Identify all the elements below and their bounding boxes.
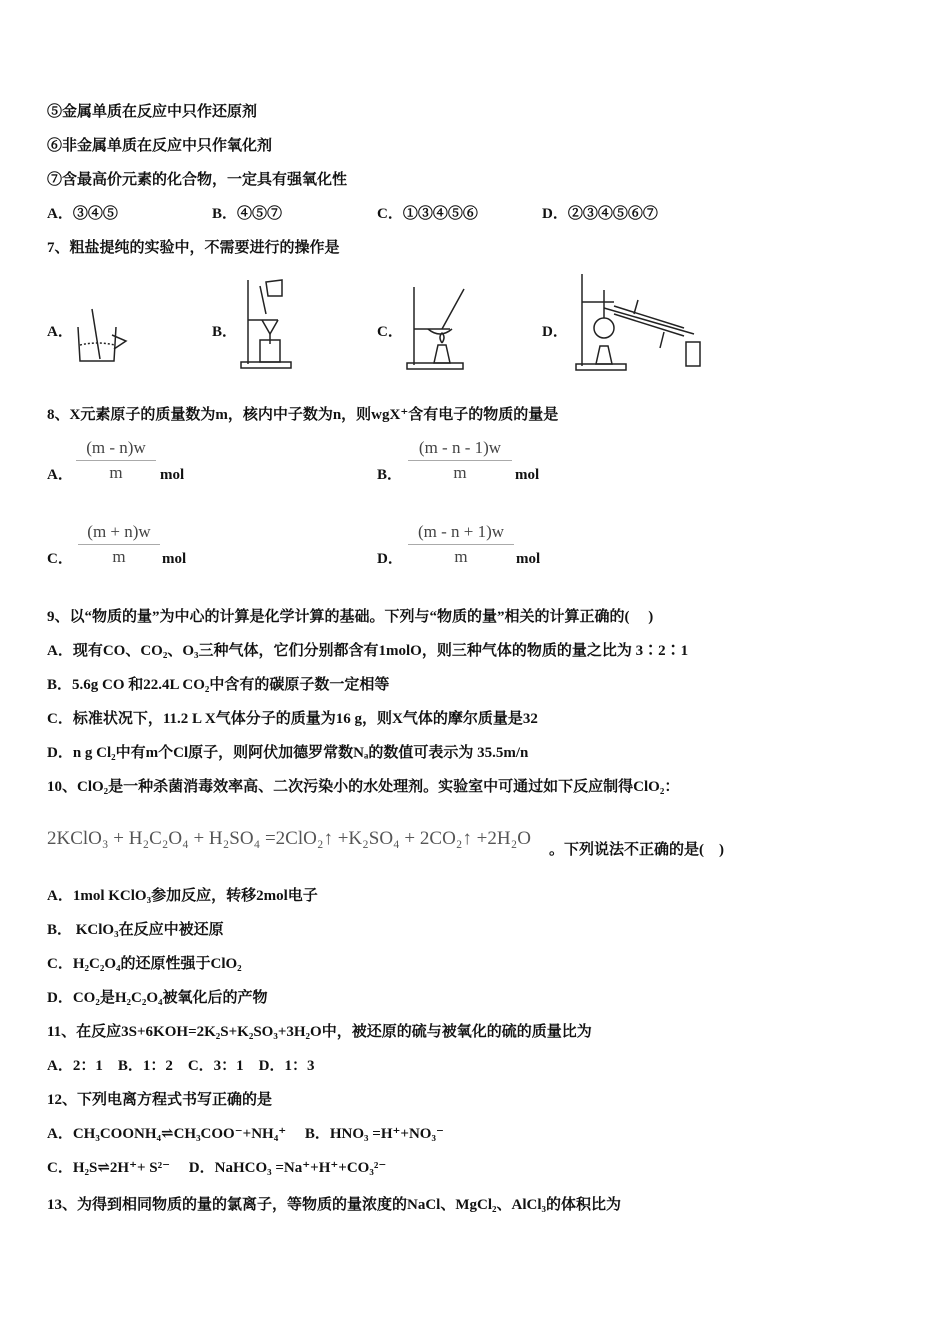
q11-options: A．2：1 B．1：2 C．3：1 D．1：3 <box>47 1058 315 1074</box>
denominator: m <box>454 547 468 566</box>
distillation-apparatus-image <box>574 272 706 372</box>
q9-option-d: D．n g Cl₂中有m个Cl原子，则阿伏加德罗常数Nₐ的数值可表示为 35.5m/n <box>47 745 529 761</box>
q7-option-c: C． <box>377 324 403 340</box>
q8-option-d-fraction <box>408 522 514 567</box>
q12-options-line1: A．CH₃COONH₄⇌CH₃COO⁻+NH₄⁺ B．HNO₃ =H⁺+NO₃⁻ <box>47 1126 444 1142</box>
q10-equation: 2KClO₃ + H₂C₂O₄ + H₂SO₄ =2ClO₂↑ +K₂SO₄ + 2CO₂↑ +2H₂O <box>47 828 531 849</box>
q8-option-c-unit: mol <box>162 551 187 567</box>
q9-option-a: A．现有CO、CO₂、O₃三种气体，它们分别都含有1molO，则三种气体的物质的量之比为 3∶2∶1 <box>47 643 689 659</box>
q12-options-line2: C．H₂S⇌2H⁺+ S²⁻ D．NaHCO₃ =Na⁺+H⁺+CO₃²⁻ <box>47 1160 387 1176</box>
q6-item-6: ⑥非金属单质在反应中只作氧化剂 <box>47 138 273 154</box>
q6-option-c: C．①③④⑤⑥ <box>377 206 478 222</box>
q6-option-a: A．③④⑤ <box>47 206 118 222</box>
q8-option-b-unit: mol <box>515 467 540 483</box>
q8-option-d-unit: mol <box>516 551 541 567</box>
q6-option-b: B．④⑤⑦ <box>212 206 283 222</box>
evaporation-apparatus-image <box>404 285 476 370</box>
q12-stem: 12、下列电离方程式书写正确的是 <box>47 1092 273 1108</box>
q6-option-d: D．②③④⑤⑥⑦ <box>542 206 658 222</box>
q11-stem: 11、在反应3S+6KOH=2K₂S+K₂SO₃+3H₂O中，被还原的硫与被氧化的硫的质量比为 <box>47 1024 592 1040</box>
denominator: m <box>112 547 126 566</box>
numerator: (m + n)w <box>78 522 160 545</box>
q8-option-d-label: D． <box>377 551 403 567</box>
q9-stem: 9、以“物质的量”为中心的计算是化学计算的基础。下列与“物质的量”相关的计算正确的( ) <box>47 609 654 625</box>
denominator: m <box>453 463 467 482</box>
q6-item-5: ⑤金属单质在反应中只作还原剂 <box>47 104 258 120</box>
denominator: m <box>109 463 123 482</box>
q8-option-a-fraction <box>76 438 156 483</box>
q10-option-a: A．1mol KClO₃参加反应，转移2mol电子 <box>47 888 318 904</box>
q8-option-c-label: C． <box>47 551 73 567</box>
q10-equation-tail: 。下列说法不正确的是( ) <box>549 842 724 858</box>
q8-stem: 8、X元素原子的质量数为m，核内中子数为n，则wgX⁺含有电子的物质的量是 <box>47 407 559 423</box>
q8-option-a-unit: mol <box>160 467 185 483</box>
q7-option-b: B． <box>212 324 238 340</box>
q9-option-c: C．标准状况下，11.2 L X气体分子的质量为16 g，则X气体的摩尔质量是32 <box>47 711 538 727</box>
numerator: (m - n)w <box>76 438 156 461</box>
q13-stem: 13、为得到相同物质的量的氯离子，等物质的量浓度的NaCl、MgCl₂、AlCl₃的体积比为 <box>47 1197 621 1213</box>
q10-option-b: B． KClO₃在反应中被还原 <box>47 922 224 938</box>
numerator: (m - n - 1)w <box>408 438 512 461</box>
filtration-apparatus-image <box>238 278 298 370</box>
q8-option-b-label: B． <box>377 467 403 483</box>
numerator: (m - n + 1)w <box>408 522 514 545</box>
dissolving-apparatus-image <box>70 305 135 365</box>
q6-item-7: ⑦含最高价元素的化合物，一定具有强氧化性 <box>47 172 348 188</box>
q10-option-c: C．H₂C₂O₄的还原性强于ClO₂ <box>47 956 242 972</box>
q9-option-b: B．5.6g CO 和22.4L CO₂中含有的碳原子数一定相等 <box>47 677 390 693</box>
q8-option-a-label: A． <box>47 467 73 483</box>
q8-option-b-fraction <box>408 438 512 483</box>
q7-option-a: A． <box>47 324 73 340</box>
q8-option-c-fraction <box>78 522 160 567</box>
q10-stem: 10、ClO₂是一种杀菌消毒效率高、二次污染小的水处理剂。实验室中可通过如下反应制得ClO₂： <box>47 779 680 795</box>
q7-stem: 7、粗盐提纯的实验中，不需要进行的操作是 <box>47 240 340 256</box>
q7-option-d: D． <box>542 324 568 340</box>
q10-option-d: D．CO₂是H₂C₂O₄被氧化后的产物 <box>47 990 268 1006</box>
